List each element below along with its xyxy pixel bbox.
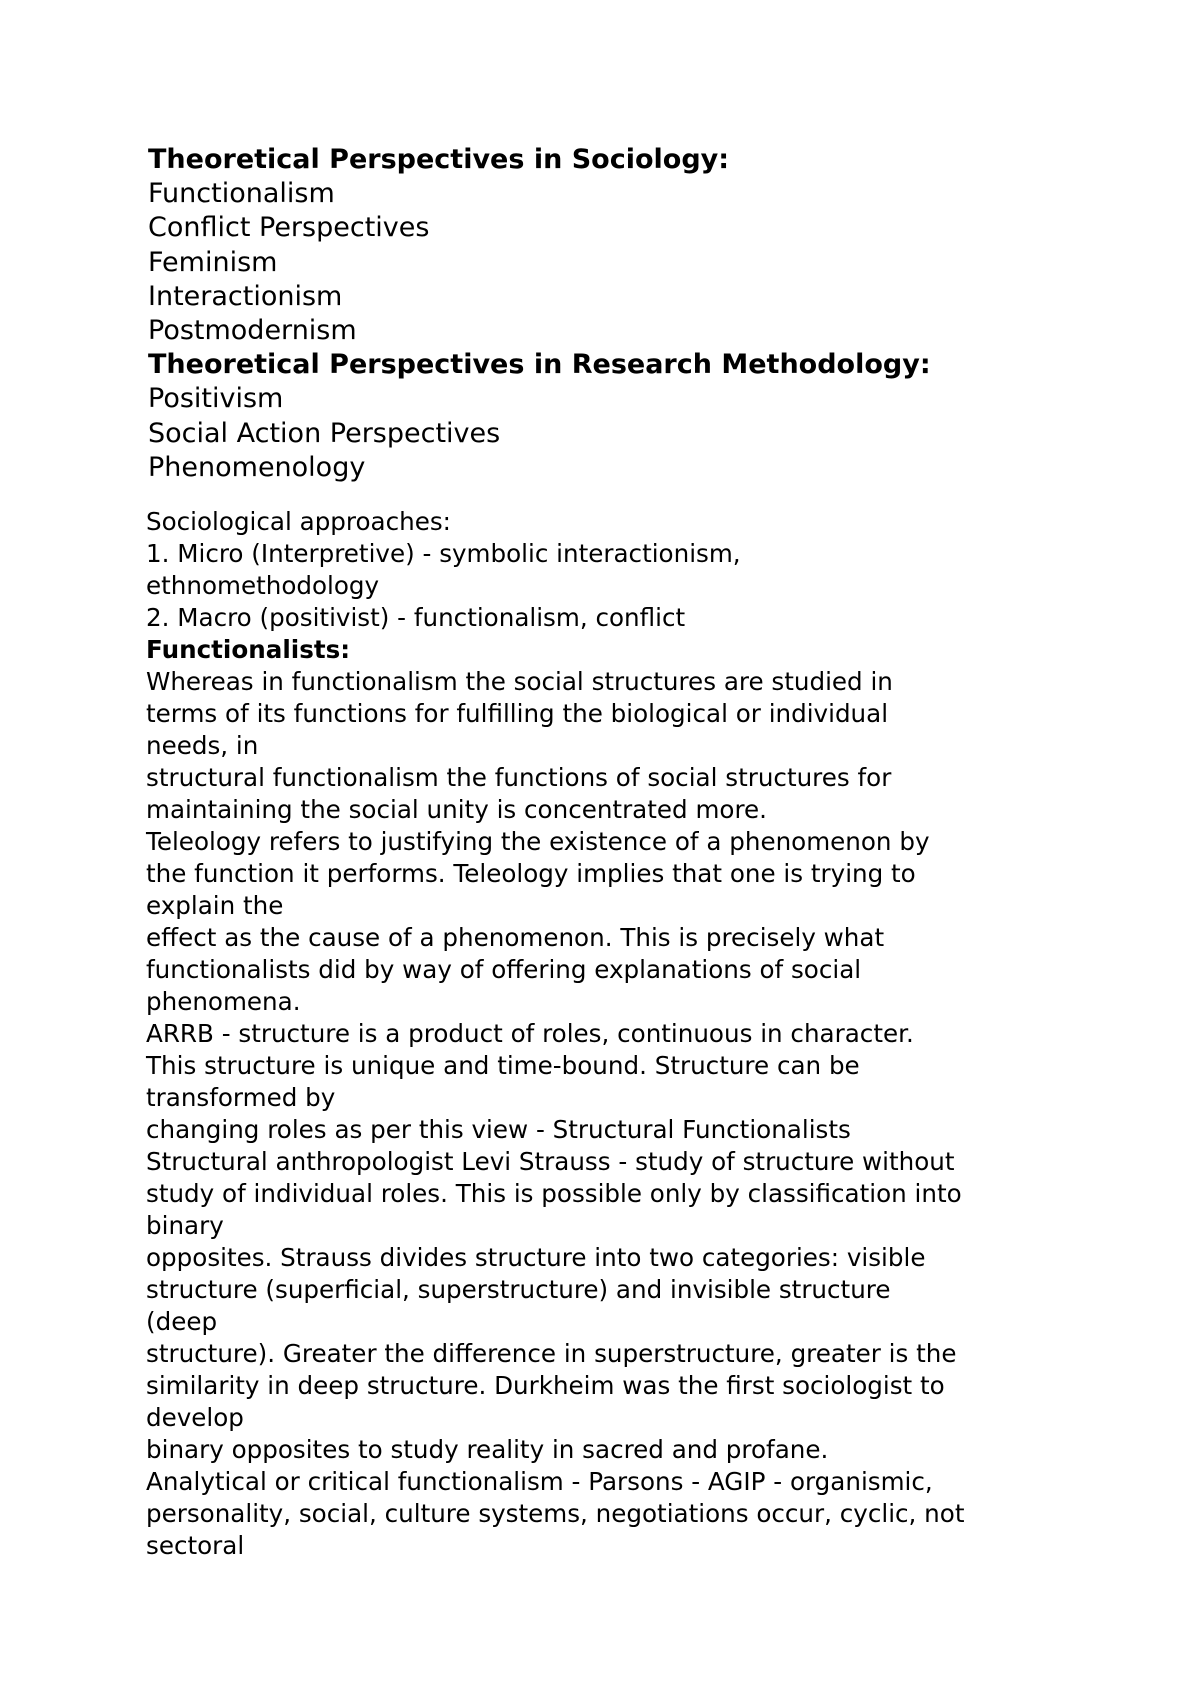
- body-line: functionalists did by way of offering explanations of social: [146, 955, 862, 984]
- list-item: Postmodernism: [148, 315, 357, 347]
- body-line: maintaining the social unity is concentrated more.: [146, 795, 767, 824]
- body-line: transformed by: [146, 1083, 336, 1112]
- list-item: Functionalism: [148, 178, 335, 210]
- body-line: binary: [146, 1211, 224, 1240]
- body-line: develop: [146, 1403, 244, 1432]
- body-line: similarity in deep structure. Durkheim was the first sociologist to: [146, 1371, 945, 1400]
- body-line: (deep: [146, 1307, 218, 1336]
- body-line: Analytical or critical functionalism - Parsons - AGIP - organismic,: [146, 1467, 933, 1496]
- body-line: study of individual roles. This is possible only by classification into: [146, 1179, 962, 1208]
- perspectives-block: [148, 143, 1148, 485]
- list-item: Positivism: [148, 383, 284, 415]
- functionalists-heading: Functionalists:: [146, 635, 351, 664]
- body-line: Teleology refers to justifying the existence of a phenomenon by: [146, 827, 930, 856]
- list-item: Interactionism: [148, 280, 343, 312]
- body-line: explain the: [146, 891, 284, 920]
- list-item: Feminism: [148, 246, 278, 278]
- body-line: structure (superficial, superstructure) and invisible structure: [146, 1275, 891, 1304]
- body-line: phenomena.: [146, 987, 301, 1016]
- body-line: binary opposites to study reality in sacred and profane.: [146, 1435, 829, 1464]
- body-line: structural functionalism the functions of social structures for: [146, 763, 892, 792]
- body-line: structure). Greater the difference in superstructure, greater is the: [146, 1339, 957, 1368]
- body-line: opposites. Strauss divides structure into two categories: visible: [146, 1243, 926, 1272]
- notes-body: [146, 506, 1146, 1562]
- sociology-perspectives-heading: Theoretical Perspectives in Sociology:: [148, 144, 730, 175]
- research-methodology-heading: Theoretical Perspectives in Research Methodology:: [148, 349, 931, 381]
- approaches-line: 1. Micro (Interpretive) - symbolic interactionism,: [146, 539, 741, 568]
- list-item: Phenomenology: [148, 451, 366, 483]
- body-line: effect as the cause of a phenomenon. This is precisely what: [146, 923, 885, 952]
- list-item: Conflict Perspectives: [148, 212, 430, 244]
- approaches-line: Sociological approaches:: [146, 507, 451, 536]
- approaches-line: ethnomethodology: [146, 571, 380, 600]
- body-line: Whereas in functionalism the social structures are studied in: [146, 667, 893, 696]
- body-line: the function it performs. Teleology implies that one is trying to: [146, 859, 916, 888]
- body-line: sectoral: [146, 1531, 245, 1560]
- body-line: ARRB - structure is a product of roles, continuous in character.: [146, 1019, 914, 1048]
- body-line: Structural anthropologist Levi Strauss - study of structure without: [146, 1147, 955, 1176]
- approaches-line: 2. Macro (positivist) - functionalism, conflict: [146, 603, 686, 632]
- body-line: needs, in: [146, 731, 259, 760]
- body-line: changing roles as per this view - Structural Functionalists: [146, 1115, 851, 1144]
- body-line: personality, social, culture systems, negotiations occur, cyclic, not: [146, 1499, 965, 1528]
- list-item: Social Action Perspectives: [148, 417, 501, 449]
- body-line: This structure is unique and time-bound. Structure can be: [146, 1051, 860, 1080]
- body-line: terms of its functions for fulfilling the biological or individual: [146, 699, 889, 728]
